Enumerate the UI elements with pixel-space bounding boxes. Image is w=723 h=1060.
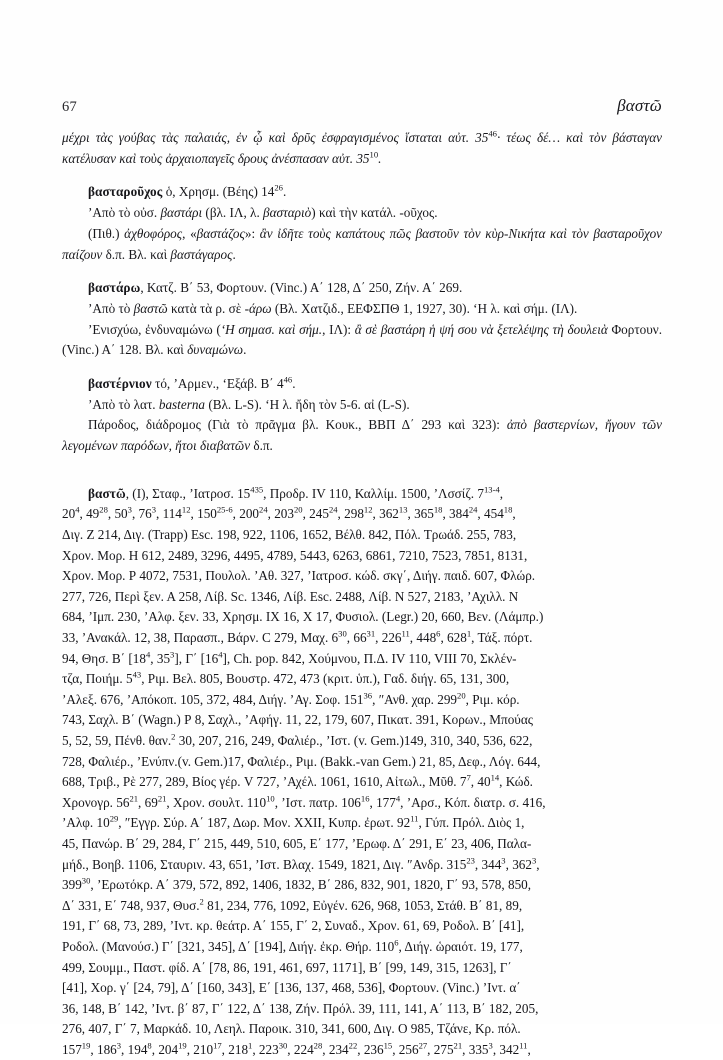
entry-sense: Πάροδος, διάδρομος (Γιὰ τὸ πρᾶγμα βλ. Κουκ., ΒΒΠ Δ΄ 293 καὶ 323): ἀπὸ βαστερνίων, ἤγουν τῶν λεγομένων παρόδων, ἤτοι διαβατῶν δ.π. (62, 417, 663, 454)
entry-sense: (Πιθ.) ἀχθοφόρος, «βαστάζος»: ἂν ἰδῆτε τοὺς καπάτους πῶς βαστοῦν τὸν κὺρ-Νικήτα καὶ τὸν βασταροῦχον παίζουν δ.π. Βλ. καὶ βαστάγαρος. (62, 225, 663, 262)
text-column (62, 128, 662, 1060)
continuation-quotation: μέχρι τὰς γούβας τὰς παλαιάς, ἐν ᾧ καὶ δρῦς ἐσφραγισμένος ἵσταται αὐτ. $35^{46}\cdot \tau έ\omega\varsigma$ δέ… καὶ τὸν βάσταγαν κατέλυσαν καὶ τοὺς ἀρχαιοπαγεῖς δρους ἀνέσπασαν αὐτ. $35^{10}$. (62, 128, 662, 166)
entry-basternion (62, 374, 662, 457)
entry-bastarouchos (62, 182, 662, 265)
spacer (62, 265, 662, 278)
entry-headline: βαστέρνιον τό, ’Αρμεν., ‘Εξάβ. Β΄ $4^{46}$. (88, 374, 296, 392)
spacer (62, 169, 662, 182)
running-head (62, 96, 662, 120)
spacer (62, 361, 662, 374)
entry-etymology: ’Απὸ τὸ βαστῶ κατὰ τὰ ρ. σὲ -άρω (Βλ. Χατζιδ., ΕΕΦΣΠΘ 1, 1927, 30). ‘Η λ. καὶ σήμ. (ΙΛ). (88, 300, 578, 316)
entry-etymology: ’Απὸ τὸ οὐσ. βαστάρι (βλ. ΙΛ, λ. βασταριὸ) καὶ τὴν κατάλ. -οῦχος. (88, 205, 438, 221)
entry-sense: ’Ενισχύω, ἐνδυναμώνω (‘Η σημασ. καὶ σήμ., ΙΛ): ἂ σὲ βαστάρη ἡ ψή σου νὰ ξετελέψης τὴ δουλειὰ Φορτουν. (Vinc.) Α΄ 128. Βλ. καὶ δυναμώνω. (62, 321, 663, 358)
entry-citation-list: βαστῶ, (I), Σταφ., ’Ιατροσ. $15^{435}$, Προδρ. IV 110, Καλλίμ. 1500, ’Λσσίζ. 7$^{13-4}$, $20^4$, $49^{28}$, $50^3$, $76^3$, $114^{12}$, 150$^{25-6}$, $200^{24}$, $203^{20}$, $245^{24}$, $298^{12}$, $362^{13}$, $365^{18}$, $384^{24}$, $454^{18}$, Διγ. Ζ 214, Διγ. (Trapp) Esc. 198, 922, 1106, 1652, Βέλθ. 842, Πόλ. Τρωάδ. 255, 783, Χρον. Μορ. Η 612, 2489, 3296, 4495, 4789, 5443, 6263, 6861, 7210, 7523, 7851, 8131, Χρον. Μορ. Ρ 4072, 7531, Πουλολ. ’Αθ. 327, ’Ιατροσ. κώδ. σκγ΄, Διήγ. παιδ. 607, Φλώρ. 277, 726, Περὶ ξεν. Α 258, Λίβ. Sc. 1346, Λίβ. Esc. 2488, Λίβ. Ν 527, 2183, ’Αχιλλ. Ν 684, ’Ιμπ. 230, ’Αλφ. ξεν. 33, Χρησμ. IX 16, X 17, Φυσιολ. (Legr.) 20, 660, Βεν. (Λάμπρ.) 33, ’Ανακάλ. 12, 38, Παρασπ., Βάρν. C 279, Μαχ. $6^{30}$, $66^{31}$, $226^{11}$, $448^6$, $628^1$, Τάξ. πόρτ. 94, Θησ. Β΄ [$18^4$, $35^3$], Γ΄ $[16^4]$, Ch. pop. 842, Χούμνου, Π.Δ. IV 110, VIII 70, Σκλέν- τζα, Ποιήμ. $5^{43}$, Ριμ. Βελ. 805, Βουστρ. 472, 473 (κριτ. ὑπ.), Γαδ. διήγ. 65, 131, 300, ’Αλεξ. 676, ’Απόκοπ. 105, 372, 484, Διήγ. ’Αγ. Σοφ. $151^{36}$, ″Ανθ. χαρ. $299^{20}$, Ριμ. κόρ. 743, Σαχλ. Β΄ (Wagn.) Ρ 8, Σαχλ., ’Αφήγ. 11, 22, 179, 607, Πικατ. 391, Κορων., Μπούας 5, 52, 59, Πένθ. θαν.$^2$ 30, 207, 216, 249, Φαλιέρ., ’Ιστ. (v. Gem.)149, 310, 340, 536, 622, 728, Φαλιέρ., ’Ενύπν.(v. Gem.)17, Φαλιέρ., Ριμ. (Bakk.-van Gem.) 21, 85, Δεφ., Λόγ. 644, 688, Τριβ., Ρὲ 277, 289, Βίος γέρ. V 727, ’Αχέλ. 1061, 1610, Αἰτωλ., Μῦθ. $7^7$, $40^{14}$, Κώδ. Χρονογρ. $56^{21}$, $69^{21}$, Χρον. σουλτ. $110^{10}$, ’Ιστ. πατρ. $106^{16}$, $177^4$, ’Αρσ., Κόπ. διατρ. σ. 416, ’Αλφ. $10^{29}$, ″Εγγρ. Σύρ. Α΄ 187, Δωρ. Μον. XXII, Κυπρ. ἐρωτ. $92^{11}$, Γύπ. Πρόλ. Διὸς 1, 45, Πανώρ. Β΄ 29, 284, Γ΄ 215, 449, 510, 605, Ε΄ 177, ’Ερωφ. Δ΄ 291, Ε΄ 23, 406, Παλα- μήδ., Βοηβ. 1106, Σταυριν. 43, 651, ’Ιστ. Βλαχ. 1549, 1821, Διγ. ″Ανδρ. $315^{23}$, $344^3$, $362^3$, $399^{30}$, ’Ερωτόκρ. Α΄ 379, 572, 892, 1406, 1832, Β΄ 286, 832, 901, 1820, Γ΄ 93, 578, 850, Δ΄ 331, Ε΄ 748, 937, Θυσ.$^2$ 81, 234, 776, 1092, Εὐγέν. 626, 968, 1053, Στάθ. Β΄ 81, 89, 191, Γ΄ 68, 73, 289, ’Ιντ. κρ. θεάτρ. Α΄ 155, Γ΄ 2, Συναδ., Χρον. 61, 69, Ροδολ. Β΄ [41], Ροδολ. (Μανούσ.) Γ΄ [321, 345], Δ΄ [194], Διήγ. ἐκρ. Θήρ. $110^6$, Διήγ. ὡραιότ. 19, 177, 499, Σουμμ., Παστ. φίδ. Α΄ [78, 86, 191, 461, 697, 1171], Β΄ [99, 149, 315, 1263], Γ΄ [41], Χορ. γ΄ [24, 79], Δ΄ [160, 343], Ε΄ [136, 137, 468, 536], Φορτουν. (Vinc.) ’Ιντ. α΄ 36, 148, Β΄ 142, ’Ιντ. β΄ 87, Γ΄ 122, Δ΄ 138, Ζήν. Πρόλ. 39, 111, 141, Α΄ 113, Β΄ 182, 205, 276, 407, Γ΄ 7, Μαρκάδ. 10, Λεηλ. Παροικ. 310, 341, 600, Διγ. Ο 985, Τζάνε, Κρ. πόλ. $157^{19}$, $186^3$, $194^8$, $204^{19}$, $210^{17}$, $218^1$, $223^{30}$, $224^{28}$, $234^{22}$, $236^{15}$, $256^{27}$, $275^{21}$, $335^3$, $342^{11}$, (62, 484, 546, 1057)
page-number: 67 (62, 99, 78, 115)
entry-bastaro (62, 278, 662, 361)
entry-headline: βασταροῦχος ὁ, Χρησμ. (Βέης) $14^{26}$. (88, 183, 287, 200)
entry-basto (62, 484, 662, 1060)
entry-etymology: ’Απὸ τὸ λατ. basterna (Βλ. L-S). ‘Η λ. ἤδη τὸν 5-6. αἰ (L-S). (88, 396, 410, 412)
entry-headline: βαστάρω, Κατζ. Β΄ 53, Φορτουν. (Vinc.) Α΄ 128, Δ΄ 250, Ζήν. Α΄ 269. (88, 280, 463, 296)
spacer (62, 457, 662, 484)
running-head-lemma: βαστῶ (617, 96, 662, 115)
